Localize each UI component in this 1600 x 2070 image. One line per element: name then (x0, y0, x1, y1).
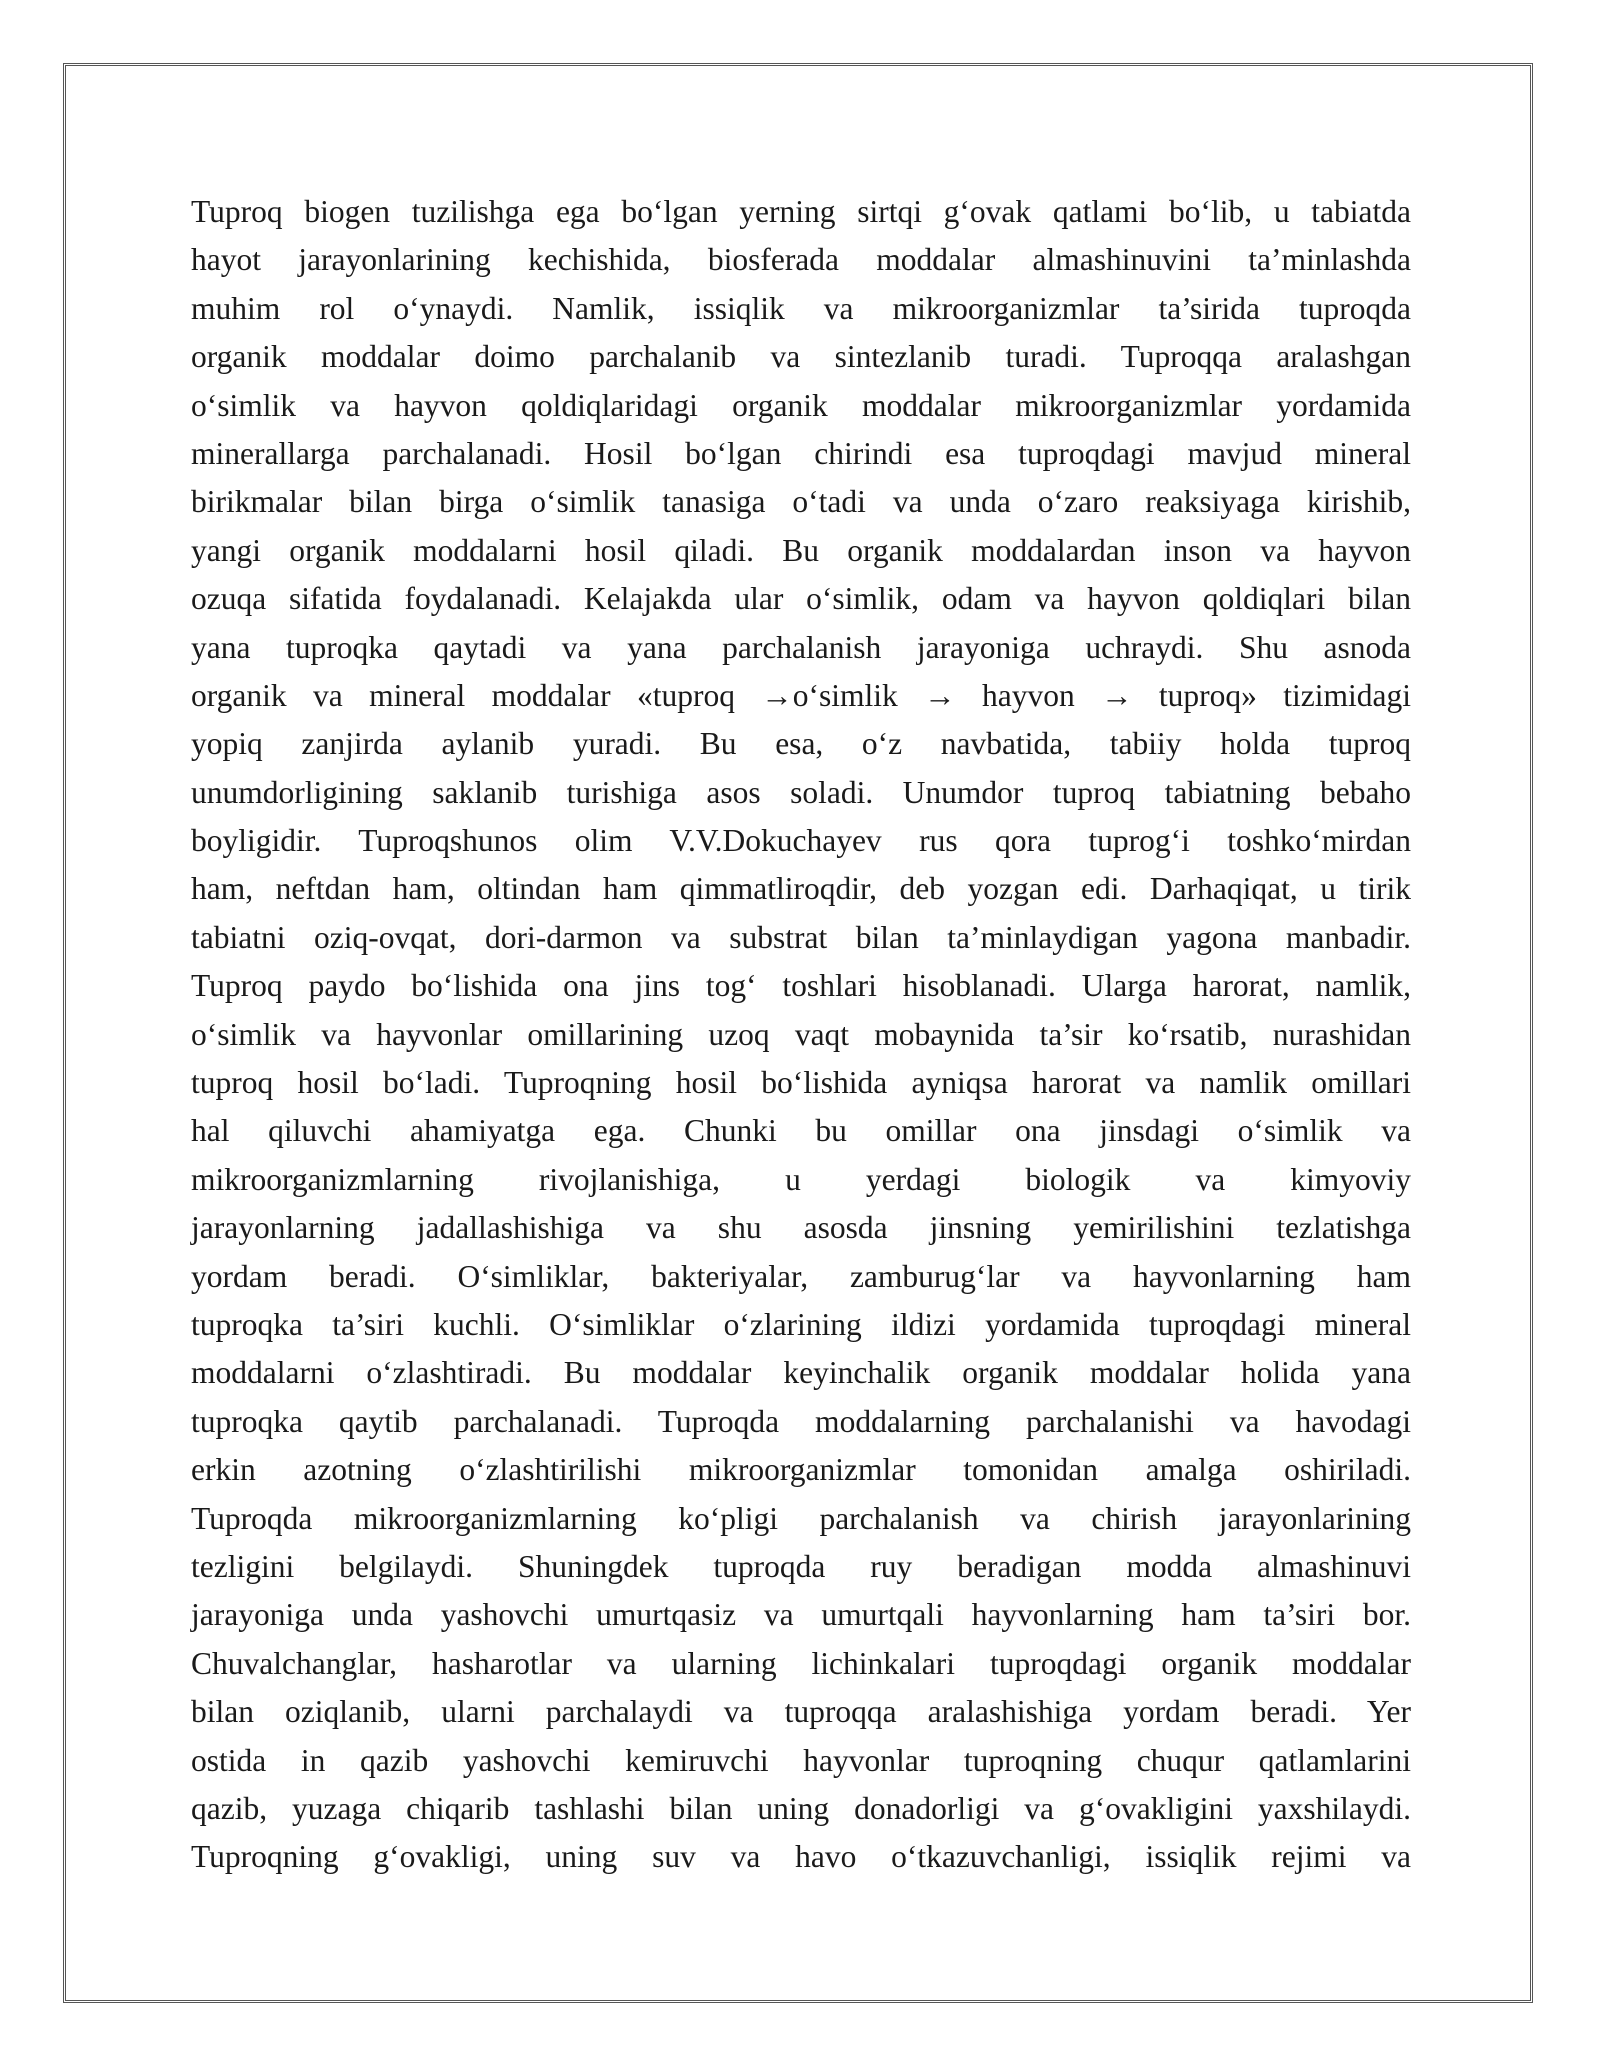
text-line: Tuproqda mikroorganizmlarning ko‘pligi parchalanish va chirish jarayonlarining (191, 1500, 1411, 1536)
text-line: organik va mineral moddalar «tuproq →o‘simlik → hayvon → tuproq» tizimidagi (191, 677, 1411, 713)
text-line: tuproqka qaytib parchalanadi. Tuproqda moddalarning parchalanishi va havodagi (191, 1403, 1411, 1439)
text-line: o‘simlik va hayvon qoldiqlaridagi organik moddalar mikroorganizmlar yordamida (191, 387, 1411, 423)
text-line: ham, neftdan ham, oltindan ham qimmatliroqdir, deb yozgan edi. Darhaqiqat, u tirik (191, 871, 1411, 907)
text-line: ostida in qazib yashovchi kemiruvchi hayvonlar tuproqning chuqur qatlamlarini (191, 1742, 1411, 1778)
text-line: tuproq hosil bo‘ladi. Tuproqning hosil bo‘lishida ayniqsa harorat va namlik omillari (191, 1065, 1411, 1101)
text-line: yangi organik moddalarni hosil qiladi. Bu organik moddalardan inson va hayvon (191, 532, 1411, 568)
text-line: hayot jarayonlarining kechishida, biosferada moddalar almashinuvini ta’minlashda (191, 242, 1411, 278)
text-line: muhim rol o‘ynaydi. Namlik, issiqlik va mikroorganizmlar ta’sirida tuproqda (191, 290, 1411, 326)
text-line: yopiq zanjirda aylanib yuradi. Bu esa, o‘z navbatida, tabiiy holda tuproq (191, 726, 1411, 762)
text-line: Tuproq paydo bo‘lishida ona jins tog‘ toshlari hisoblanadi. Ularga harorat, namlik, (191, 968, 1411, 1004)
text-line: bilan oziqlanib, ularni parchalaydi va tuproqqa aralashishiga yordam beradi. Yer (191, 1694, 1411, 1730)
text-line: tabiatni oziq-ovqat, dori-darmon va substrat bilan ta’minlaydigan yagona manbadir. (191, 919, 1411, 955)
text-line: yana tuproqka qaytadi va yana parchalanish jarayoniga uchraydi. Shu asnoda (191, 629, 1411, 665)
text-line: ozuqa sifatida foydalanadi. Kelajakda ular o‘simlik, odam va hayvon qoldiqlari bilan (191, 581, 1411, 617)
text-line: qazib, yuzaga chiqarib tashlashi bilan uning donadorligi va g‘ovakligini yaxshilaydi. (191, 1790, 1411, 1826)
text-line: minerallarga parchalanadi. Hosil bo‘lgan chirindi esa tuproqdagi mavjud mineral (191, 435, 1411, 471)
text-line: moddalarni o‘zlashtiradi. Bu moddalar keyinchalik organik moddalar holida yana (191, 1355, 1411, 1391)
body-paragraph (191, 188, 1411, 1882)
text-line: hal qiluvchi ahamiyatga ega. Chunki bu omillar ona jinsdagi o‘simlik va (191, 1113, 1411, 1149)
text-line: Tuproq biogen tuzilishga ega bo‘lgan yerning sirtqi g‘ovak qatlami bo‘lib, u tabiatda (191, 194, 1411, 229)
text-line: jarayonlarning jadallashishiga va shu asosda jinsning yemirilishini tezlatishga (191, 1210, 1411, 1246)
text-line: unumdorligining saklanib turishiga asos soladi. Unumdor tuproq tabiatning bebaho (191, 774, 1411, 810)
text-line: Tuproqning g‘ovakligi, uning suv va havo o‘tkazuvchanligi, issiqlik rejimi va (191, 1839, 1411, 1875)
text-line: boyligidir. Tuproqshunos olim V.V.Dokuchayev rus qora tuprog‘i toshko‘mirdan (191, 823, 1411, 859)
text-line: jarayoniga unda yashovchi umurtqasiz va umurtqali hayvonlarning ham ta’siri bor. (191, 1597, 1411, 1633)
text-line: mikroorganizmlarning rivojlanishiga, u yerdagi biologik va kimyoviy (191, 1161, 1411, 1197)
text-line: organik moddalar doimo parchalanib va sintezlanib turadi. Tuproqqa aralashgan (191, 339, 1411, 375)
text-line: yordam beradi. O‘simliklar, bakteriyalar, zamburug‘lar va hayvonlarning ham (191, 1258, 1411, 1294)
text-line: Chuvalchanglar, hasharotlar va ularning lichinkalari tuproqdagi organik moddalar (191, 1645, 1411, 1681)
text-line: erkin azotning o‘zlashtirilishi mikroorganizmlar tomonidan amalga oshiriladi. (191, 1452, 1411, 1488)
text-line: tezligini belgilaydi. Shuningdek tuproqda ruy beradigan modda almashinuvi (191, 1548, 1411, 1584)
text-line: o‘simlik va hayvonlar omillarining uzoq vaqt mobaynida ta’sir ko‘rsatib, nurashidan (191, 1016, 1411, 1052)
text-line: tuproqka ta’siri kuchli. O‘simliklar o‘zlarining ildizi yordamida tuproqdagi mineral (191, 1306, 1411, 1342)
text-line: birikmalar bilan birga o‘simlik tanasiga o‘tadi va unda o‘zaro reaksiyaga kirishib, (191, 484, 1411, 520)
